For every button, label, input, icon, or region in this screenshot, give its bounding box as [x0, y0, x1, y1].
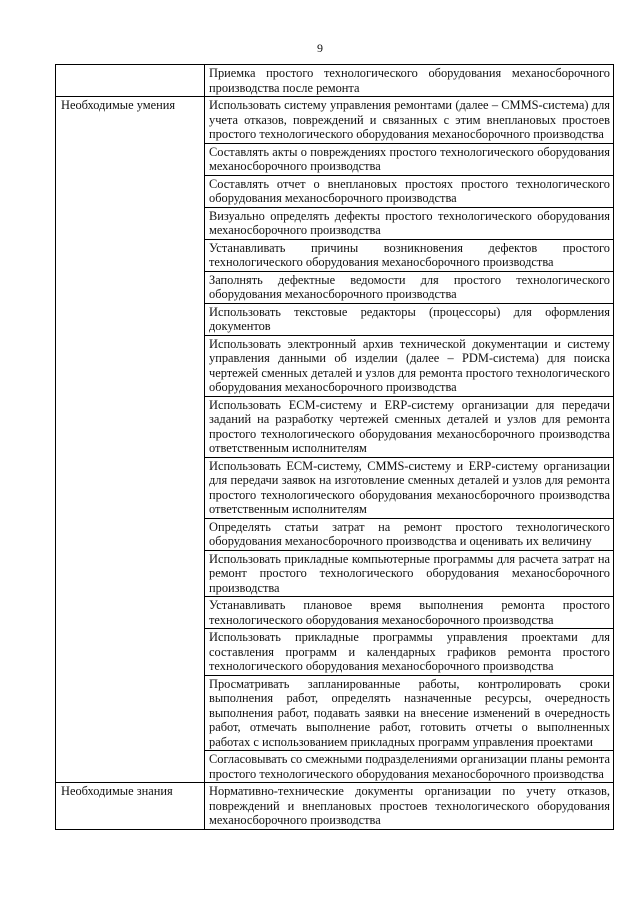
requirement-text: Устанавливать причины возникновения дефектов простого технологического оборудования механосборочного производства	[205, 239, 614, 271]
requirement-text: Использовать электронный архив технической документации и систему управления данными об изделии (далее – PDM-система) для поиска чертежей сменных деталей и узлов для ремонта простого технологического оборудования механосборочного производства	[205, 335, 614, 396]
page-number: 9	[317, 41, 323, 55]
requirement-text: Использовать прикладные программы управления проектами для составления программ и календарных графиков ремонта простого технологического оборудования механосборочного производства	[205, 629, 614, 676]
table-row	[56, 65, 614, 97]
requirement-text: Использовать систему управления ремонтами (далее – CMMS-система) для учета отказов, повреждений и связанных с этим внеплановых простоев простого технологического оборудования механосборочного производства	[205, 97, 614, 144]
competency-table	[55, 64, 614, 830]
requirement-text: Заполнять дефектные ведомости для простого технологического оборудования механосборочного производства	[205, 271, 614, 303]
requirement-text: Просматривать запланированные работы, контролировать сроки выполнения работ, определять назначенные ресурсы, очередность выполнения работ, подавать заявки на внесение изменений в очередность работ, отмечать выполнение работ, готовить отчеты о выполненных работах с использованием прикладных программ управления проектами	[205, 675, 614, 751]
table-row	[56, 97, 614, 144]
requirement-text: Приемка простого технологического оборудования механосборочного производства после ремонта	[205, 65, 614, 97]
requirement-text: Составлять акты о повреждениях простого технологического оборудования механосборочного производства	[205, 143, 614, 175]
requirement-text: Использовать ECM-систему и ERP-систему организации для передачи заданий на разработку чертежей сменных деталей и узлов для ремонта простого технологического оборудования механосборочного производства ответственным исполнителям	[205, 396, 614, 457]
requirement-text: Определять статьи затрат на ремонт простого технологического оборудования механосборочного производства и оценивать их величину	[205, 518, 614, 550]
requirement-text: Согласовывать со смежными подразделениями организации планы ремонта простого технологического оборудования механосборочного производства	[205, 751, 614, 783]
section-label: Необходимые умения	[56, 97, 205, 783]
requirement-text: Нормативно-технические документы организации по учету отказов, повреждений и внеплановых простоев технологического оборудования механосборочного производства	[205, 783, 614, 830]
table-row	[56, 783, 614, 830]
requirement-text: Использовать ECM-систему, CMMS-систему и ERP-систему организации для передачи заявок на изготовление сменных деталей и узлов для ремонта простого технологического оборудования механосборочного производства ответственным исполнителям	[205, 457, 614, 518]
requirement-text: Визуально определять дефекты простого технологического оборудования механосборочного производства	[205, 207, 614, 239]
section-label	[56, 65, 205, 97]
requirement-text: Устанавливать плановое время выполнения ремонта простого технологического оборудования механосборочного производства	[205, 597, 614, 629]
table-body	[56, 65, 614, 830]
requirement-text: Использовать прикладные компьютерные программы для расчета затрат на ремонт простого технологического оборудования механосборочного производства	[205, 550, 614, 597]
section-label: Необходимые знания	[56, 783, 205, 830]
requirement-text: Использовать текстовые редакторы (процессоры) для оформления документов	[205, 303, 614, 335]
requirement-text: Составлять отчет о внеплановых простоях простого технологического оборудования механосборочного производства	[205, 175, 614, 207]
